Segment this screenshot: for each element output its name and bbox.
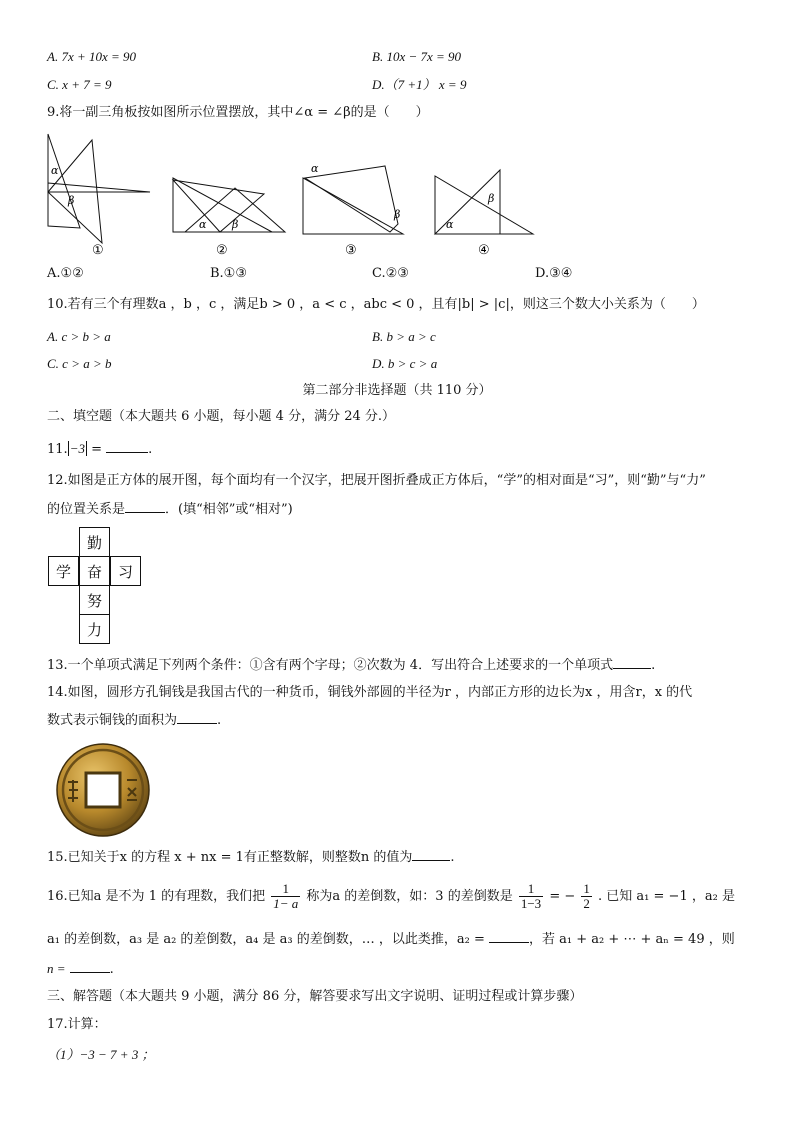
q9-option-b: B.①③ <box>210 266 247 281</box>
q12-line2 <box>47 500 293 519</box>
q11 <box>47 440 152 459</box>
q13-end: . <box>651 658 656 673</box>
fig4-beta: β <box>488 192 495 205</box>
fig3-beta: β <box>394 208 401 221</box>
q10-option-d: D. b > c > a <box>372 356 438 371</box>
q9-figures <box>40 128 550 260</box>
q12-line2a: 的位置关系是 <box>47 502 126 517</box>
q12-line1: 12.如图是正方体的展开图，每个面均有一个汉字，把展开图折叠成正方体后，“学”的相对面是“习”，则“勤”与“力” <box>47 473 706 488</box>
q17-part1: （1）−3 − 7 + 3 ； <box>47 1047 155 1062</box>
fig4-alpha: α <box>446 218 454 231</box>
q16-frac2-den: 1−3 <box>520 896 542 911</box>
q16-end: . <box>109 962 114 977</box>
q14-answer-blank[interactable] <box>177 711 217 724</box>
q16-frac3-den: 2 <box>583 896 590 911</box>
q16-line3-text: n = <box>47 961 66 976</box>
q16-p3: = − <box>549 889 576 904</box>
figure-3 <box>303 166 403 234</box>
fig1-alpha: α <box>51 164 59 177</box>
q11-eq: = <box>91 442 103 457</box>
net-cell-fen: 奋 <box>79 556 110 586</box>
figure-label-2: ② <box>216 243 228 258</box>
q11-end: . <box>148 442 153 457</box>
q16-line2b: ，若 a₁ + a₂ + ⋯ + aₙ = 49 ，则 <box>529 932 735 947</box>
q17-stem: 17.计算： <box>47 1017 107 1032</box>
q8-option-a: A. 7x + 10x = 90 <box>47 49 137 64</box>
net-cell-li: 力 <box>79 614 110 644</box>
net-cell-nu: 努 <box>79 585 110 615</box>
q8-option-b: B. 10x − 7x = 90 <box>372 49 462 64</box>
q16-p2: 称为a 的差倒数，如：3 的差倒数是 <box>306 889 513 904</box>
q16-frac1-num: 1 <box>271 882 300 897</box>
q16-line3 <box>47 960 114 979</box>
q11-abs: −3 <box>69 441 85 456</box>
q15 <box>47 848 455 867</box>
q16-fraction-1 <box>271 882 300 911</box>
q11-answer-blank[interactable] <box>106 440 148 453</box>
coin-image <box>55 742 151 838</box>
q14-end: . <box>217 713 222 728</box>
q10-option-a: A. c > b > a <box>47 329 111 344</box>
q14-line2 <box>47 711 221 730</box>
net-cell-xi: 习 <box>110 556 141 586</box>
q16-a2-blank[interactable] <box>489 930 529 943</box>
q16-line2a: a₁ 的差倒数，a₃ 是 a₂ 的差倒数，a₄ 是 a₃ 的差倒数，… ，以此类推，a₂ = <box>47 932 485 947</box>
q16-frac1-den: 1− a <box>273 896 299 911</box>
figure-label-1: ① <box>92 243 104 258</box>
fig2-alpha: α <box>199 218 207 231</box>
q13 <box>47 656 655 675</box>
q14-line1: 14.如图，圆形方孔铜钱是我国古代的一种货币，铜钱外部圆的半径为r ，内部正方形的边长为x ，用含r，x 的代 <box>47 685 693 700</box>
q16-frac2-num: 1 <box>519 882 543 897</box>
q16-frac3-num: 1 <box>583 881 590 896</box>
q16-line2 <box>47 930 735 949</box>
q16-n-blank[interactable] <box>70 960 110 973</box>
section3-heading: 三、解答题（本大题共 9 小题，满分 86 分，解答要求写出文字说明、证明过程或计算步骤） <box>47 989 583 1004</box>
q12-line2b: ．(填“相邻”或“相对”) <box>165 502 293 517</box>
part2-title: 第二部分非选择题（共 110 分） <box>302 383 492 398</box>
q10-option-b: B. b > a > c <box>372 329 436 344</box>
q12-answer-blank[interactable] <box>125 500 165 513</box>
net-cell-xue: 学 <box>48 556 79 586</box>
figure-label-3: ③ <box>345 243 357 258</box>
q16-fraction-3 <box>581 882 592 911</box>
q16-p1: 16.已知a 是不为 1 的有理数，我们把 <box>47 889 266 904</box>
q9-option-c: C.②③ <box>372 266 409 281</box>
q9-option-d: D.③④ <box>535 266 573 281</box>
q8-option-c: C. x + 7 = 9 <box>47 77 112 92</box>
q16-fraction-2 <box>519 882 543 911</box>
q10-stem: 10.若有三个有理数a ，b ，c ，满足b > 0 ，a < c ，abc < 0 ，且有|b| > |c|，则这三个数大小关系为（ ） <box>47 297 705 312</box>
q15-answer-blank[interactable] <box>412 848 450 861</box>
fig3-alpha: α <box>311 162 319 175</box>
q13-answer-blank[interactable] <box>613 656 651 669</box>
q11-prefix: 11. <box>47 442 68 457</box>
figure-1 <box>48 134 150 243</box>
section2-heading: 二、填空题（本大题共 6 小题，每小题 4 分，满分 24 分.） <box>47 409 396 424</box>
fig1-beta: β <box>68 194 75 207</box>
fig2-beta: β <box>232 218 239 231</box>
q16-p4: . 已知 a₁ = −1 ，a₂ 是 <box>598 889 735 904</box>
q9-option-a: A.①② <box>47 266 84 281</box>
q9-stem: 9.将一副三角板按如图所示位置摆放，其中∠α = ∠β的是（ ） <box>47 105 429 120</box>
q16-line1 <box>47 879 735 915</box>
q15-end: . <box>450 850 455 865</box>
figure-2 <box>173 178 285 232</box>
q10-option-c: C. c > a > b <box>47 356 112 371</box>
q13-text: 13.一个单项式满足下列两个条件：①含有两个字母；②次数为 4．写出符合上述要求的一个单项式 <box>47 658 614 673</box>
q8-option-d: D.（7 +1） x = 9 <box>372 77 467 92</box>
net-cell-qin: 勤 <box>79 527 110 557</box>
q15-text: 15.已知关于x 的方程 x + nx = 1有正整数解，则整数n 的值为 <box>47 850 413 865</box>
q14-line2-text: 数式表示铜钱的面积为 <box>47 713 178 728</box>
figure-label-4: ④ <box>478 243 490 258</box>
